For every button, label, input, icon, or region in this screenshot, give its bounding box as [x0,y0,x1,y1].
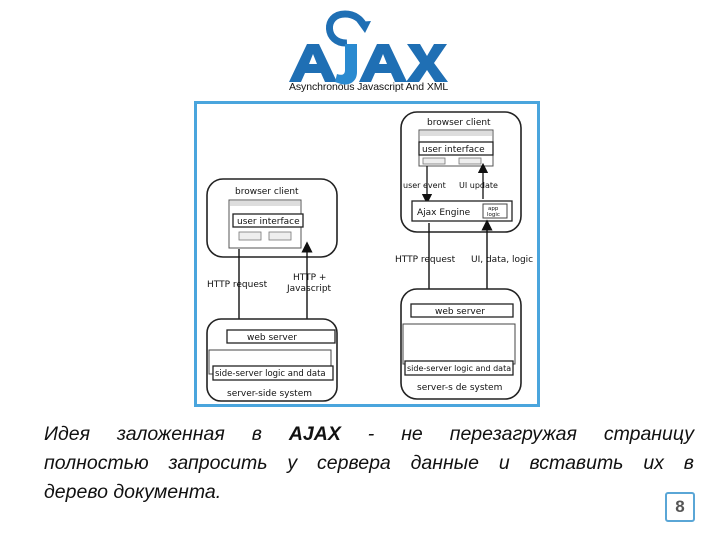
classic-http-request-label: HTTP request [207,280,268,290]
ajax-ui-data-logic-label: UI, data, logic [471,255,534,265]
ajax-engine-label: Ajax Engine [417,208,471,218]
caption-line-1 [44,420,694,449]
caption-line-3: дерево документа. [44,481,222,503]
ajax-logic-label: logic [487,212,500,218]
ajax-logic-label-text: side-server logic and data [407,364,512,373]
classic-http-js-label-2: Javascript [287,284,332,294]
caption-line-1a: Идея заложенная в [44,423,289,445]
ajax-http-request-label: HTTP request [395,255,456,265]
ajax-ui-label: user interface [422,145,485,155]
ajax-user-event-label: user event [403,181,446,190]
ajax-app-label: app [488,206,499,212]
caption-line-2: полностью запросить у сервера данные и вставить их в [44,452,694,474]
ajax-web-server-label: web server [435,307,485,317]
classic-http-js-label-1: HTTP + [293,273,327,283]
page-number-badge: 8 [665,492,695,522]
logo-subtitle: Asynchronous Javascript And XML [289,81,449,93]
architecture-diagram [197,104,537,404]
ajax-system-label: server-s de system [417,383,503,393]
classic-ui-label: user interface [237,217,300,227]
caption-line-1b: - не перезагружая страницу [340,423,694,445]
classic-system-label: server-side system [227,389,312,399]
classic-web-server-label: web server [247,333,297,343]
slide-caption [44,420,694,507]
ajax-browser-label: browser client [427,118,491,128]
classic-browser-label: browser client [235,187,299,197]
classic-logic-label: side-server logic and data [215,369,326,379]
caption-ajax-bold: AJAX [288,423,341,445]
ajax-diagram [194,101,540,407]
ajax-ui-update-label: UI update [459,181,498,190]
